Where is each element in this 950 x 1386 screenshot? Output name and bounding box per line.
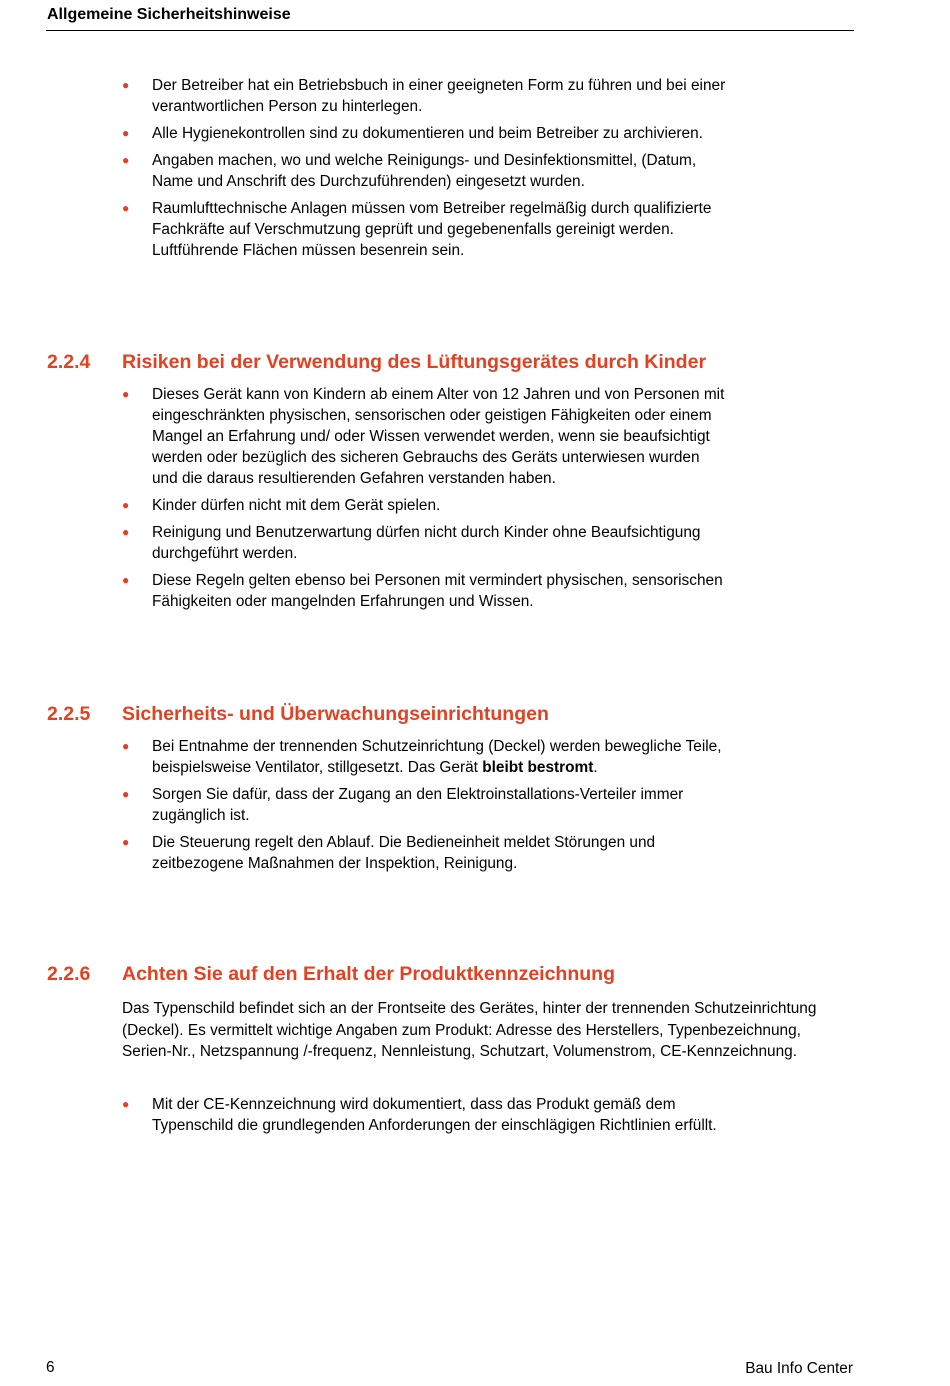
list-item-text: Mangel an Erfahrung und/ oder Wissen verwendet werden, wenn sie beaufsichtigt — [152, 428, 710, 445]
list-item-text: verantwortlichen Person zu hinterlegen. — [152, 98, 423, 115]
bullet-icon: ● — [122, 835, 130, 849]
page-header — [46, 4, 854, 31]
list-item-text: Die Steuerung regelt den Ablauf. Die Bedieneinheit meldet Störungen und — [152, 834, 656, 851]
bullet-icon: ● — [122, 153, 130, 167]
list-item-text: Dieses Gerät kann von Kindern ab einem Alter von 12 Jahren und von Personen mit — [152, 386, 725, 403]
list-item-text: Luftführende Flächen müssen besenrein sein. — [152, 242, 465, 259]
list-item-text: Alle Hygienekontrollen sind zu dokumentieren und beim Betreiber zu archivieren. — [152, 125, 703, 142]
list-item — [122, 495, 842, 516]
footer-brand: Bau Info Center — [745, 1360, 853, 1377]
list-item-text: zugänglich ist. — [152, 807, 250, 824]
list-item-text: Diese Regeln gelten ebenso bei Personen mit vermindert physischen, sensorischen — [152, 572, 723, 589]
section-title: Sicherheits- und Überwachungseinrichtungen — [122, 703, 549, 725]
list-item-text: Fähigkeiten oder mangelnden Erfahrungen und Wissen. — [152, 593, 534, 610]
list-item — [122, 736, 842, 778]
list-item-text: Name und Anschrift des Durchzuführenden) eingesetzt wurden. — [152, 173, 585, 190]
list-item-text: Kinder dürfen nicht mit dem Gerät spielen. — [152, 497, 441, 514]
list-item-text: Sorgen Sie dafür, dass der Zugang an den Elektroinstallations-Verteiler immer — [152, 786, 684, 803]
list-item-text: Angaben machen, wo und welche Reinigungs- und Desinfektionsmittel, (Datum, — [152, 152, 697, 169]
list-item-text: Typenschild die grundlegenden Anforderungen der einschlägigen Richtlinien erfüllt. — [152, 1117, 717, 1134]
list-item-text: zeitbezogene Maßnahmen der Inspektion, Reinigung. — [152, 855, 518, 872]
bullet-icon: ● — [122, 78, 130, 92]
section-number: 2.2.4 — [47, 351, 91, 373]
list-item — [122, 570, 842, 612]
list-item-text: Fachkräfte auf Verschmutzung geprüft und gegebenenfalls gereinigt werden. — [152, 221, 674, 238]
section-heading-2-2-6 — [46, 962, 846, 988]
list-item — [122, 75, 842, 117]
list-item — [122, 522, 842, 564]
bullet-icon: ● — [122, 126, 130, 140]
list-item-text: durchgeführt werden. — [152, 545, 298, 562]
list-item-text: eingeschränkten physischen, sensorischen oder geistigen Fähigkeiten oder einem — [152, 407, 712, 424]
paragraph-line: (Deckel). Es vermittelt wichtige Angaben zum Produkt: Adresse des Herstellers, Typenbezeichnung, — [122, 1021, 801, 1039]
section-2-2-4-bullet-list — [122, 384, 842, 618]
list-item — [122, 384, 842, 489]
section-heading-2-2-5 — [46, 702, 846, 728]
section-2-2-5-bullet-list — [122, 736, 842, 880]
intro-bullet-list — [122, 75, 842, 267]
list-item-text: Raumlufttechnische Anlagen müssen vom Betreiber regelmäßig durch qualifizierte — [152, 200, 712, 217]
section-number: 2.2.6 — [47, 963, 91, 985]
paragraph-line: Das Typenschild befindet sich an der Frontseite des Gerätes, hinter der trennenden Schutzeinrichtung — [122, 1000, 817, 1017]
bullet-icon: ● — [122, 201, 130, 215]
section-2-2-6-bullet-list — [122, 1094, 842, 1142]
list-item-text: und die daraus resultierenden Gefahren verstanden haben. — [152, 470, 556, 487]
emphasis-text: bleibt bestromt — [482, 759, 594, 776]
list-item-text: werden oder bezüglich des sicheren Gebrauchs des Geräts unterwiesen wurden — [152, 449, 700, 466]
bullet-icon: ● — [122, 573, 130, 587]
list-item — [122, 832, 842, 874]
list-item — [122, 123, 842, 144]
typenschild-paragraph — [122, 998, 847, 1063]
page-header-title: Allgemeine Sicherheitshinweise — [47, 6, 291, 23]
list-item-text: Mit der CE-Kennzeichnung wird dokumentiert, dass das Produkt gemäß dem — [152, 1096, 676, 1113]
bullet-icon: ● — [122, 498, 130, 512]
section-heading-2-2-4 — [46, 350, 846, 376]
list-item — [122, 150, 842, 192]
section-number: 2.2.5 — [47, 703, 91, 725]
list-item-text: Bei Entnahme der trennenden Schutzeinrichtung (Deckel) werden bewegliche Teile, — [152, 738, 722, 755]
list-item — [122, 1094, 842, 1136]
list-item-text: Reinigung und Benutzerwartung dürfen nicht durch Kinder ohne Beaufsichtigung — [152, 524, 701, 541]
list-item — [122, 784, 842, 826]
bullet-icon: ● — [122, 1097, 130, 1111]
bullet-icon: ● — [122, 739, 130, 753]
list-item-text: beispielsweise Ventilator, stillgesetzt. Das Gerät — [152, 759, 483, 776]
paragraph-line: Serien-Nr., Netzspannung /-frequenz, Nennleistung, Schutzart, Volumenstrom, CE-Kennzeichnung. — [122, 1043, 797, 1060]
list-item — [122, 198, 842, 261]
section-title: Risiken bei der Verwendung des Lüftungsgerätes durch Kinder — [122, 351, 707, 373]
bullet-icon: ● — [122, 525, 130, 539]
list-item-text: Der Betreiber hat ein Betriebsbuch in einer geeigneten Form zu führen und bei einer — [152, 77, 726, 94]
list-item-text: . — [593, 759, 598, 776]
bullet-icon: ● — [122, 787, 130, 801]
section-title: Achten Sie auf den Erhalt der Produktkennzeichnung — [122, 963, 615, 985]
bullet-icon: ● — [122, 387, 130, 401]
page-number: 6 — [46, 1359, 55, 1376]
